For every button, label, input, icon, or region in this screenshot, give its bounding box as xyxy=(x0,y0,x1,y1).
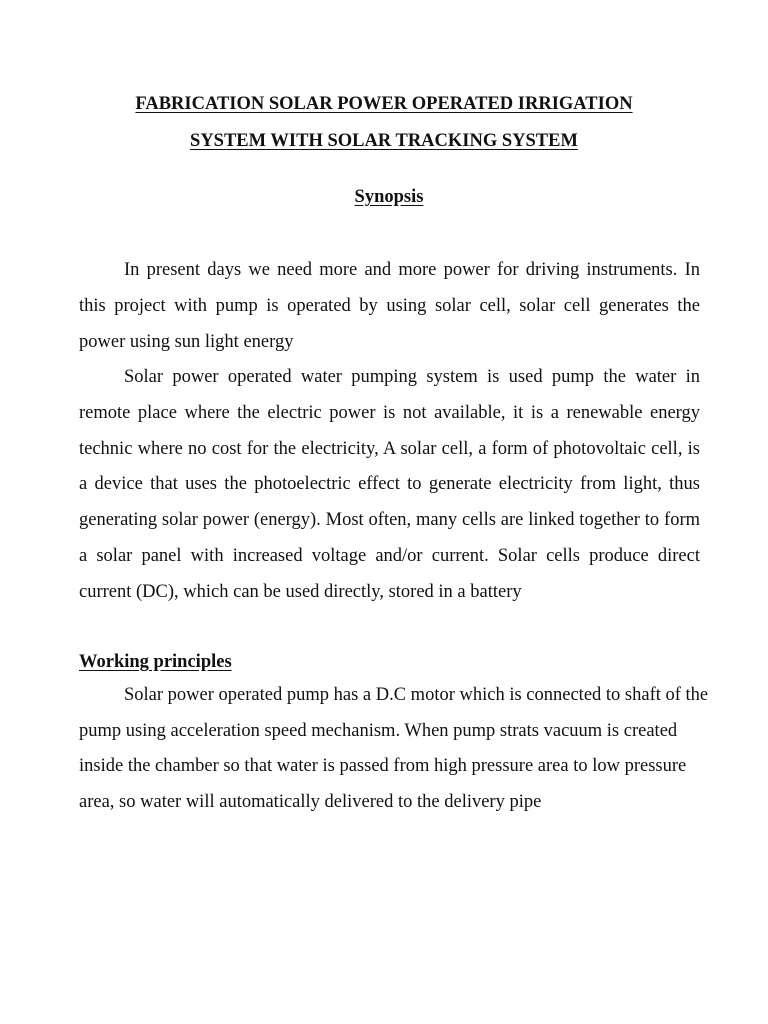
document-title-line-2: SYSTEM WITH SOLAR TRACKING SYSTEM xyxy=(190,131,578,151)
synopsis-paragraph-2: Solar power operated water pumping system is used pump the water in remote place where the electric power is not available, it is a renewable energy technic where no cost for the electricity, A solar cell, a form of photovoltaic cell, is a device that uses the photoelectric effect to generate electricity from light, thus generating solar power (energy). Most often, many cells are linked together to form a solar panel with increased voltage and/or current. Solar cells produce direct current (DC), which can be used directly, stored in a battery xyxy=(79,367,700,602)
synopsis-heading: Synopsis xyxy=(354,187,424,207)
document-title-line-1: FABRICATION SOLAR POWER OPERATED IRRIGATION xyxy=(135,94,633,114)
working-principles-heading: Working principles xyxy=(79,652,232,672)
synopsis-paragraph-1: In present days we need more and more power for driving instruments. In this project with pump is operated by using solar cell, solar cell generates the power using sun light energy xyxy=(79,260,700,352)
working-principles-paragraph: Solar power operated pump has a D.C motor which is connected to shaft of the pump using acceleration speed mechanism. When pump strats vacuum is created inside the chamber so that water is passed from high pressure area to low pressure area, so water will automatically delivered to the delivery pipe xyxy=(79,685,709,812)
